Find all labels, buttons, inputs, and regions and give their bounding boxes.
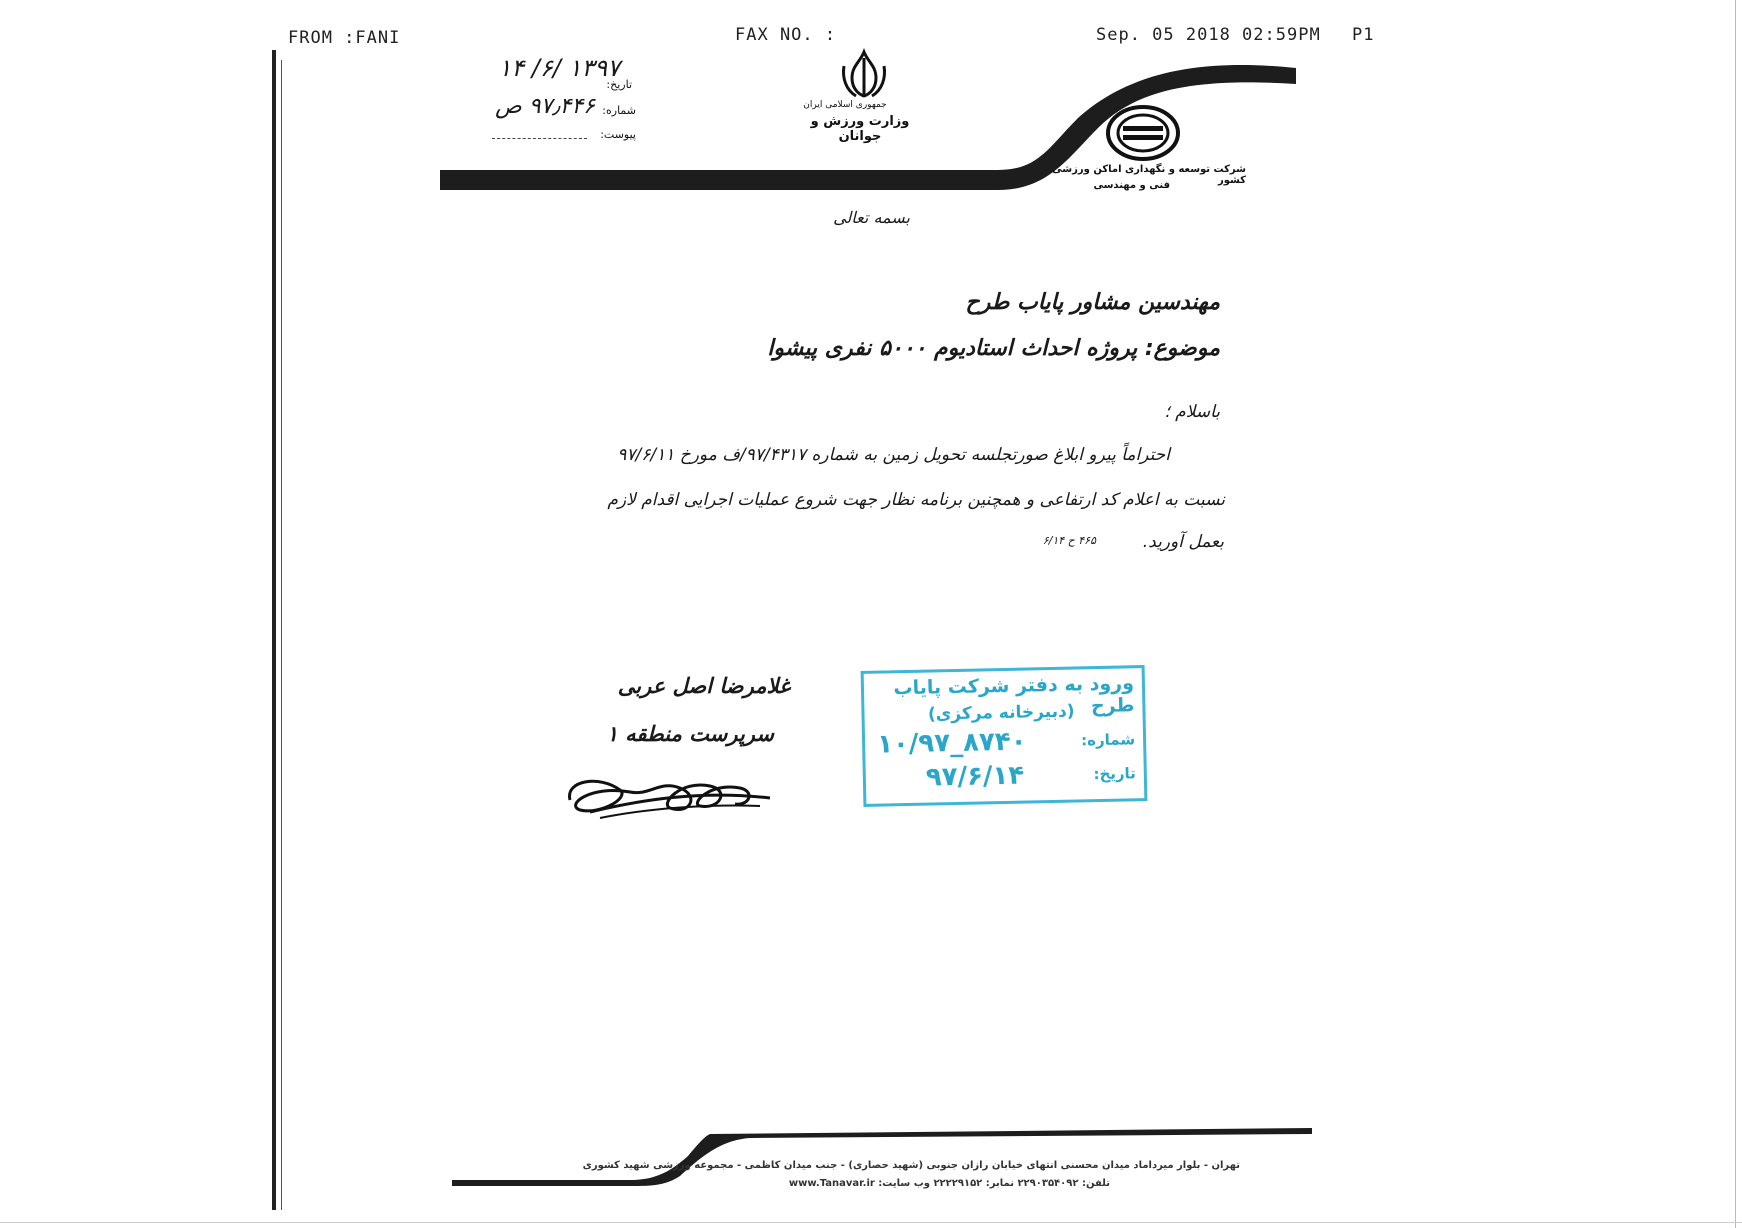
stamp-date-label: تاریخ: xyxy=(1093,764,1136,784)
scan-edge-line-thin xyxy=(281,60,282,1210)
letter-number-value: ۹۷٫۴۴۶ ص xyxy=(495,94,595,119)
stamp-title: ورود به دفتر شرکت پایاب طرح xyxy=(893,672,1135,718)
stamp-number-label: شماره: xyxy=(1080,730,1136,750)
fax-page: P1 xyxy=(1352,25,1375,45)
body-note: ۴۶۵ ح ۶/۱۴ xyxy=(1042,534,1096,547)
body-line-1: احتراماً پیرو ابلاغ صورتجلسه تحویل زمین به شماره ۹۷/۴۳۱۷/ف مورخ ۹۷/۶/۱۱ xyxy=(617,445,1170,465)
subject: موضوع: پروژه احداث استادیوم ۵۰۰۰ نفری پیشوا xyxy=(767,336,1220,361)
signatory-title: سرپرست منطقه ۱ xyxy=(606,722,774,746)
company-line2: فنی و مهندسی xyxy=(1093,180,1170,191)
handwritten-signature xyxy=(560,760,780,830)
letter-date-value: ۱۳۹۷ /۶/ ۱۴ xyxy=(498,54,620,82)
greeting: باسلام ؛ xyxy=(1164,402,1220,422)
letter-date-label: تاریخ: xyxy=(606,78,632,91)
letter-number-label: شماره: xyxy=(602,104,636,117)
fax-datetime: Sep. 05 2018 02:59PM xyxy=(1096,25,1321,45)
ministry-line2: وزارت ورزش و جوانان xyxy=(810,114,910,144)
company-line1: شرکت توسعه و نگهداری اماکن ورزشی کشور xyxy=(1052,164,1246,186)
ministry-line1: جمهوری اسلامی ایران xyxy=(803,100,887,110)
fax-number: FAX NO. : xyxy=(735,25,837,45)
company-logo-icon xyxy=(1105,104,1181,162)
footer-address: تهران - بلوار میرداماد میدان محسنی انتهای خیابان رازان جنوبی (شهید حصاری) - جنب میدان کاظمی - مجموعه ورزشی شهید کشوری xyxy=(582,1160,1240,1171)
receipt-stamp xyxy=(861,665,1148,807)
body-line-2: نسبت به اعلام کد ارتفاعی و همچنین برنامه نظار جهت شروع عملیات اجرایی اقدام لازم xyxy=(607,490,1225,510)
invocation: بسمه تعالی xyxy=(833,208,910,227)
stamp-date-value: ۹۷/۶/۱۴ xyxy=(925,760,1025,793)
page-bottom-edge xyxy=(0,1222,1742,1223)
stamp-number-value: ۱۰/۹۷_۸۷۴۰ xyxy=(876,726,1027,760)
iran-emblem-icon xyxy=(838,48,890,100)
footer-contact: تلفن: ۲۲۹۰۳۵۴۰۹۲ نمابر: ۲۲۲۲۹۱۵۲ وب سایت: www.Tanavar.ir xyxy=(788,1178,1110,1189)
letter-attachment-label: پیوست: xyxy=(600,128,636,141)
fax-from: FROM :FANI xyxy=(288,28,401,48)
attachment-line xyxy=(492,138,587,139)
page-right-edge xyxy=(1735,0,1736,1228)
scan-edge-line xyxy=(272,50,276,1210)
stamp-subtitle: (دبیرخانه مرکزی) xyxy=(927,701,1075,725)
recipient: مهندسین مشاور پایاب طرح xyxy=(965,290,1220,315)
body-line-3: بعمل آورید. xyxy=(1142,532,1224,552)
signatory-name: غلامرضا اصل عربی xyxy=(617,674,790,698)
